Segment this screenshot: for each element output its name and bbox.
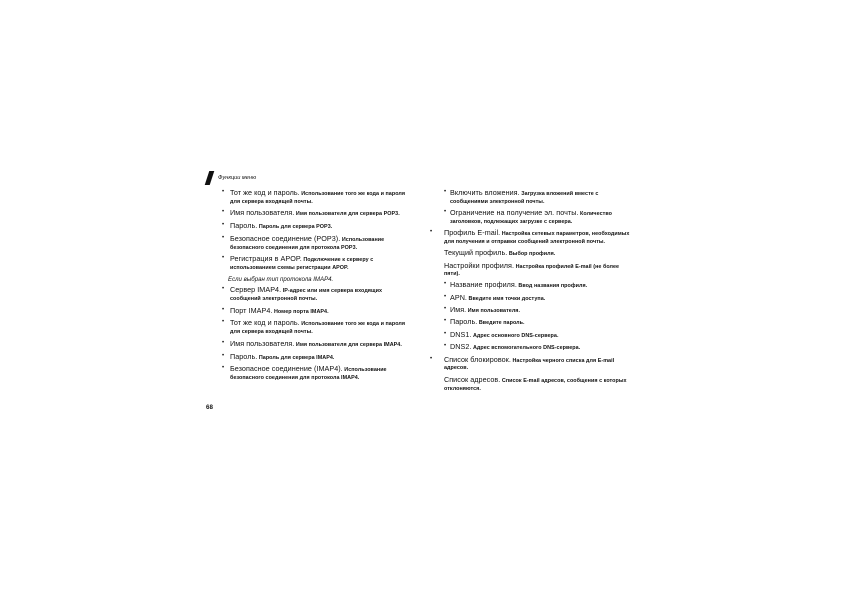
list-item xyxy=(444,318,630,328)
item-term: DNS1. xyxy=(450,329,472,339)
bullet: • xyxy=(444,293,447,300)
bullet: • xyxy=(222,365,225,372)
item-desc: Настройка профилей E-mail (не более пяти). xyxy=(444,263,620,278)
item-term: Регистрация в APOP. xyxy=(230,254,302,264)
item-desc: Список E-mail адресов, сообщения с которых отклоняются. xyxy=(444,378,627,392)
bullet: • xyxy=(222,234,225,241)
bullet: • xyxy=(222,286,225,293)
bullet: • xyxy=(222,319,225,326)
item-desc: Введите имя точки доступа. xyxy=(466,295,546,302)
item-term: Имя пользователя. xyxy=(230,208,295,218)
profile-settings xyxy=(430,262,630,279)
list-item xyxy=(222,307,412,317)
item-desc: Использование того же кода и пароля для сервера входящей почты. xyxy=(230,191,406,205)
bullet: • xyxy=(444,281,447,288)
list-item xyxy=(222,209,412,219)
item-term: Сервер IMAP4. xyxy=(230,285,282,295)
list-item xyxy=(444,281,630,291)
item-desc: Имя пользователя. xyxy=(466,308,521,315)
item-term: Текущий профиль. xyxy=(444,248,508,258)
item-term: Список адресов. xyxy=(444,375,501,385)
item-term: APN. xyxy=(450,292,467,302)
bullet: • xyxy=(222,222,225,229)
item-term: DNS2. xyxy=(450,342,472,352)
item-desc: IP-адрес или имя сервера входящих сообщений электронной почты. xyxy=(230,288,383,302)
bullet: • xyxy=(430,228,433,235)
item-desc: Пароль для сервера IMAP4. xyxy=(257,354,335,361)
left-column xyxy=(222,189,412,386)
list-item xyxy=(222,353,412,363)
header-marker xyxy=(205,171,215,185)
list-item xyxy=(444,189,630,206)
item-term: Безопасное соединение (POP3). xyxy=(230,233,341,243)
list-item xyxy=(222,365,412,382)
profile-item xyxy=(430,229,630,246)
bullet: • xyxy=(222,255,225,262)
blocklist-item xyxy=(430,356,630,373)
bullet: • xyxy=(222,352,225,359)
list-item xyxy=(222,222,412,232)
item-term: Порт IMAP4. xyxy=(230,305,273,315)
list-item xyxy=(444,306,630,316)
bullet: • xyxy=(444,343,447,350)
item-term: Имя пользователя. xyxy=(230,338,295,348)
attachment-list xyxy=(430,189,630,226)
item-desc: Имя пользователя для сервера IMAP4. xyxy=(294,341,402,348)
item-desc: Количество заголовков, подлежащих загрузке с сервера. xyxy=(450,210,612,225)
item-desc: Использование безопасного соединения для протокола IMAP4. xyxy=(230,367,387,381)
list-item xyxy=(222,255,412,272)
item-desc: Использование того же кода и пароля для сервера входящей почты. xyxy=(230,321,406,336)
item-desc: Адрес вспомогательного DNS-сервера. xyxy=(471,345,581,352)
item-desc: Номер порта IMAP4. xyxy=(272,308,329,315)
item-desc: Имя пользователя для сервера POP3. xyxy=(294,211,400,218)
item-desc: Использование безопасного соединения для протокола POP3. xyxy=(230,236,385,251)
list-item xyxy=(222,286,412,303)
list-item xyxy=(222,319,412,336)
address-list xyxy=(430,376,630,393)
item-desc: Подключение к серверу с использованием схемы регистрации APOP. xyxy=(230,257,374,271)
bullet: • xyxy=(222,339,225,346)
right-column xyxy=(430,189,630,396)
item-desc: Выбор профиля. xyxy=(507,251,556,258)
item-term: Пароль. xyxy=(450,317,478,327)
profile-settings-list xyxy=(430,281,630,353)
item-term: Тот же код и пароль. xyxy=(230,188,300,197)
list-item xyxy=(444,209,630,226)
item-desc: Настройка сетевых параметров, необходимых для получения и отправки сообщений электронной почты. xyxy=(444,230,630,245)
item-term: Имя. xyxy=(450,305,467,315)
item-desc: Пароль для сервера POP3. xyxy=(257,224,333,231)
bullet: • xyxy=(430,355,433,362)
list-item xyxy=(222,340,412,350)
item-term: Настройки профиля. xyxy=(444,260,515,270)
bullet: • xyxy=(444,306,447,313)
list-item xyxy=(444,331,630,341)
item-term: Список блокировок. xyxy=(444,354,511,364)
bullet: • xyxy=(222,306,225,313)
item-term: Название профиля. xyxy=(450,280,517,290)
item-desc: Введите пароль. xyxy=(477,320,525,327)
item-desc: Ввод названия профиля. xyxy=(516,283,588,290)
section-header xyxy=(207,170,407,186)
bullet: • xyxy=(444,330,447,337)
bullet: • xyxy=(444,189,447,195)
bullet: • xyxy=(222,209,225,216)
item-term: Тот же код и пароль. xyxy=(230,318,300,328)
current-profile xyxy=(430,249,630,259)
item-term: Безопасное соединение (IMAP4). xyxy=(230,364,343,374)
item-desc: Адрес основного DNS-сервера. xyxy=(471,332,559,339)
page-number: 68 xyxy=(206,404,213,411)
list-item xyxy=(222,235,412,252)
item-term: Пароль. xyxy=(230,351,258,361)
header-title: Функции меню xyxy=(218,175,257,181)
item-term: Пароль. xyxy=(230,221,258,231)
protocol-note: Если выбран тип протокола IMAP4. xyxy=(228,275,334,283)
item-term: Профиль E-mail. xyxy=(444,227,501,237)
list-item xyxy=(444,294,630,304)
list-item xyxy=(222,189,412,206)
item-desc: Загрузка вложений вместе с сообщениями электронной почты. xyxy=(450,191,599,205)
item-term: Ограничение на получение эл. почты. xyxy=(450,207,579,217)
list-item xyxy=(444,343,630,353)
item-term: Включить вложения. xyxy=(450,188,520,197)
bullet: • xyxy=(444,318,447,325)
item-desc: Настройка черного списка для E-mail адресов. xyxy=(444,357,615,372)
bullet: • xyxy=(222,189,225,195)
bullet: • xyxy=(444,208,447,215)
